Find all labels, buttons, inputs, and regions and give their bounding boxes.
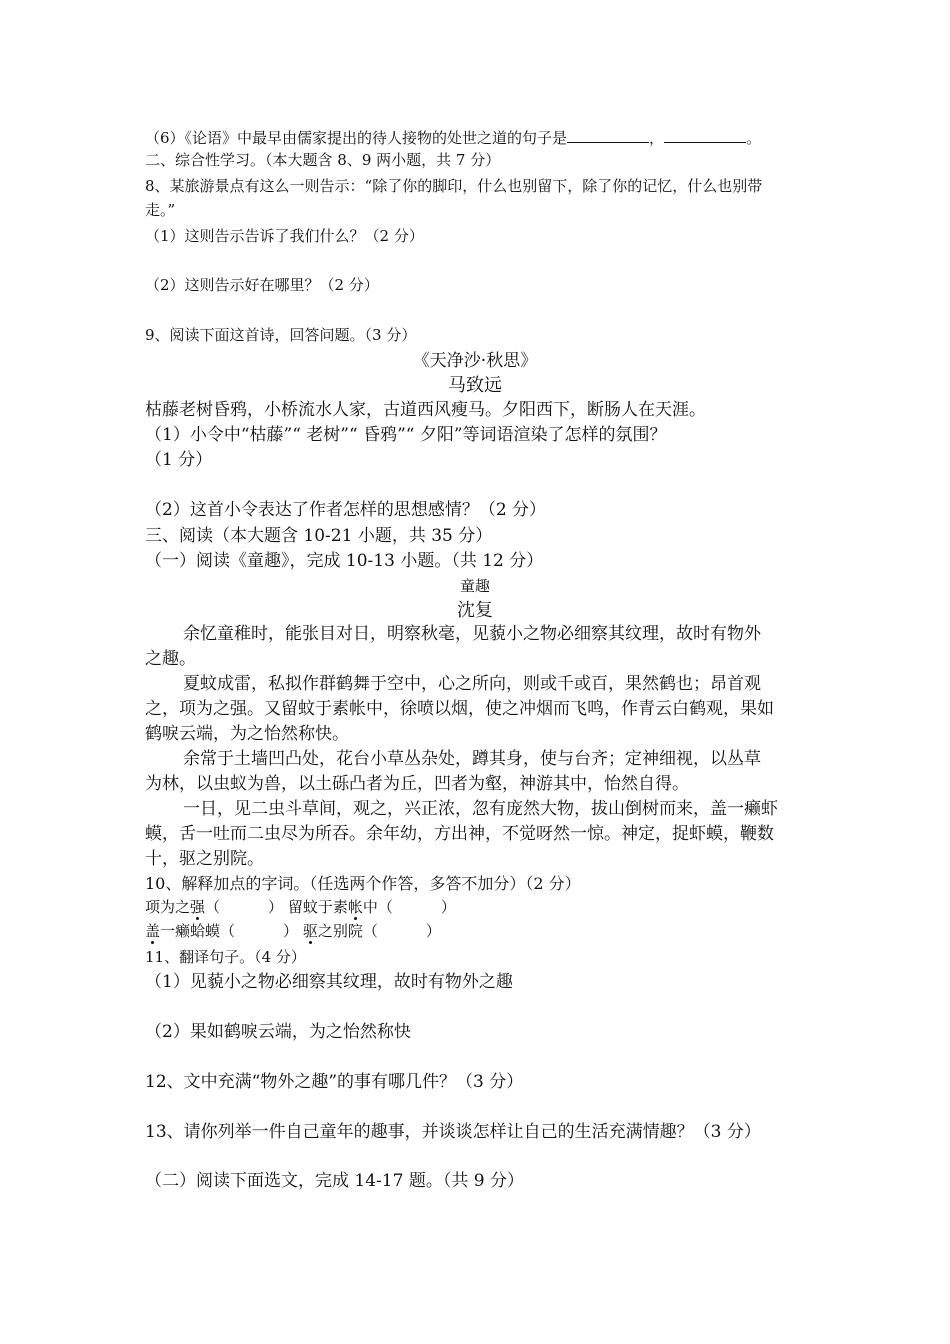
article-title: 童趣 — [459, 577, 490, 595]
paragraph-2-line-3: 鹤唳云端，为之怡然称快。 — [145, 724, 349, 744]
paragraph-3-line-1: 余常于土墙凹凸处，花台小草丛杂处，蹲其身，使与台齐；定神细视，以丛草 — [183, 749, 761, 769]
paragraph-2-line-1: 夏蚊成雷，私拟作群鹤舞于空中，心之所向，则或千或百，果然鹤也；昂首观 — [183, 674, 761, 694]
question-10-row-1: 项为之强（ ） 留蚊于素帐中（ ） — [145, 898, 456, 916]
question-13: 13、请你列举一件自己童年的趣事，并谈谈怎样让自己的生活充满情趣？（3 分） — [145, 1122, 761, 1142]
question-6: （6）《论语》中最早由儒家提出的待人接物的处世之道的句子是 ， 。 — [145, 129, 762, 147]
article-author: 沈复 — [457, 600, 493, 621]
answer-blank-2[interactable] — [664, 128, 746, 143]
question-9-sub-2: （2）这首小令表达了作者怎样的思想感情？（2 分） — [145, 500, 547, 520]
poem-title: 《天净沙·秋思》 — [412, 351, 538, 371]
paragraph-3-line-2: 为林，以虫蚁为兽，以土砾凸者为丘，凹者为壑，神游其中，怡然自得。 — [145, 774, 689, 794]
poem-text: 枯藤老树昏鸦，小桥流水人家，古道西风瘦马。夕阳西下，断肠人在天涯。 — [145, 400, 706, 420]
section-2-heading: 二、综合性学习。（本大题含 8、9 两小题，共 7 分） — [145, 151, 501, 169]
poem-author: 马致远 — [448, 375, 502, 396]
question-8-sub-2: （2）这则告示好在哪里？（2 分） — [145, 276, 379, 294]
dotted-char-gai: 盖 — [145, 922, 161, 940]
question-11-sub-1: （1）见藐小之物必细察其纹理，故时有物外之趣 — [145, 972, 513, 992]
paragraph-1-line-2: 之趣。 — [145, 649, 196, 669]
question-9: 9、阅读下面这首诗，回答问题。（3 分） — [145, 326, 417, 344]
paragraph-4-line-1: 一日，见二虫斗草间，观之，兴正浓，忽有庞然大物，拔山倒树而来，盖一癞虾 — [183, 799, 778, 819]
dotted-char-zhang: 帐 — [347, 898, 363, 916]
question-11-sub-2: （2）果如鹤唳云端，为之怡然称快 — [145, 1022, 411, 1042]
answer-blank-1[interactable] — [567, 128, 649, 143]
part-2-heading: （二）阅读下面选文，完成 14-17 题。（共 9 分） — [145, 1171, 524, 1191]
question-10-row-2: 盖一癞蛤蟆（ ） 驱之别院（ ） — [145, 922, 441, 940]
question-12: 12、文中充满“物外之趣”的事有哪几件？（3 分） — [145, 1072, 524, 1092]
dotted-char-qiang: 强 — [190, 898, 206, 916]
question-9-sub-1-line-2: （1 分） — [145, 450, 213, 470]
question-8-sub-1: （1）这则告示告诉了我们什么？（2 分） — [145, 227, 424, 245]
question-10: 10、解释加点的字词。（任选两个作答，多答不加分）（2 分） — [145, 874, 581, 893]
dotted-char-qu: 驱 — [302, 922, 318, 940]
question-8-line-1: 8、某旅游景点有这么一则告示：“除了你的脚印，什么也别留下，除了你的记忆，什么也别带 — [145, 177, 763, 195]
question-9-sub-1-line-1: （1）小令中“枯藤”“ 老树”“ 昏鸦”“ 夕阳”等词语渲染了怎样的氛围？ — [145, 425, 667, 445]
section-3-heading: 三、阅读（本大题含 10-21 小题，共 35 分） — [145, 526, 493, 546]
paragraph-4-line-2: 蟆，舌一吐而二虫尽为所吞。余年幼，方出神，不觉呀然一惊。神定，捉虾蟆，鞭数 — [145, 824, 774, 844]
paragraph-1-line-1: 余忆童稚时，能张目对日，明察秋毫，见藐小之物必细察其纹理，故时有物外 — [183, 624, 761, 644]
question-11: 11、翻译句子。（4 分） — [145, 948, 306, 966]
paragraph-4-line-3: 十，驱之别院。 — [145, 849, 264, 869]
paragraph-2-line-2: 之，项为之强。又留蚊于素帐中，徐喷以烟，使之冲烟而飞鸣，作青云白鹤观，果如 — [145, 699, 774, 719]
part-1-heading: （一）阅读《童趣》，完成 10-13 小题。（共 12 分） — [145, 551, 544, 571]
question-8-line-2: 走。” — [145, 201, 176, 219]
